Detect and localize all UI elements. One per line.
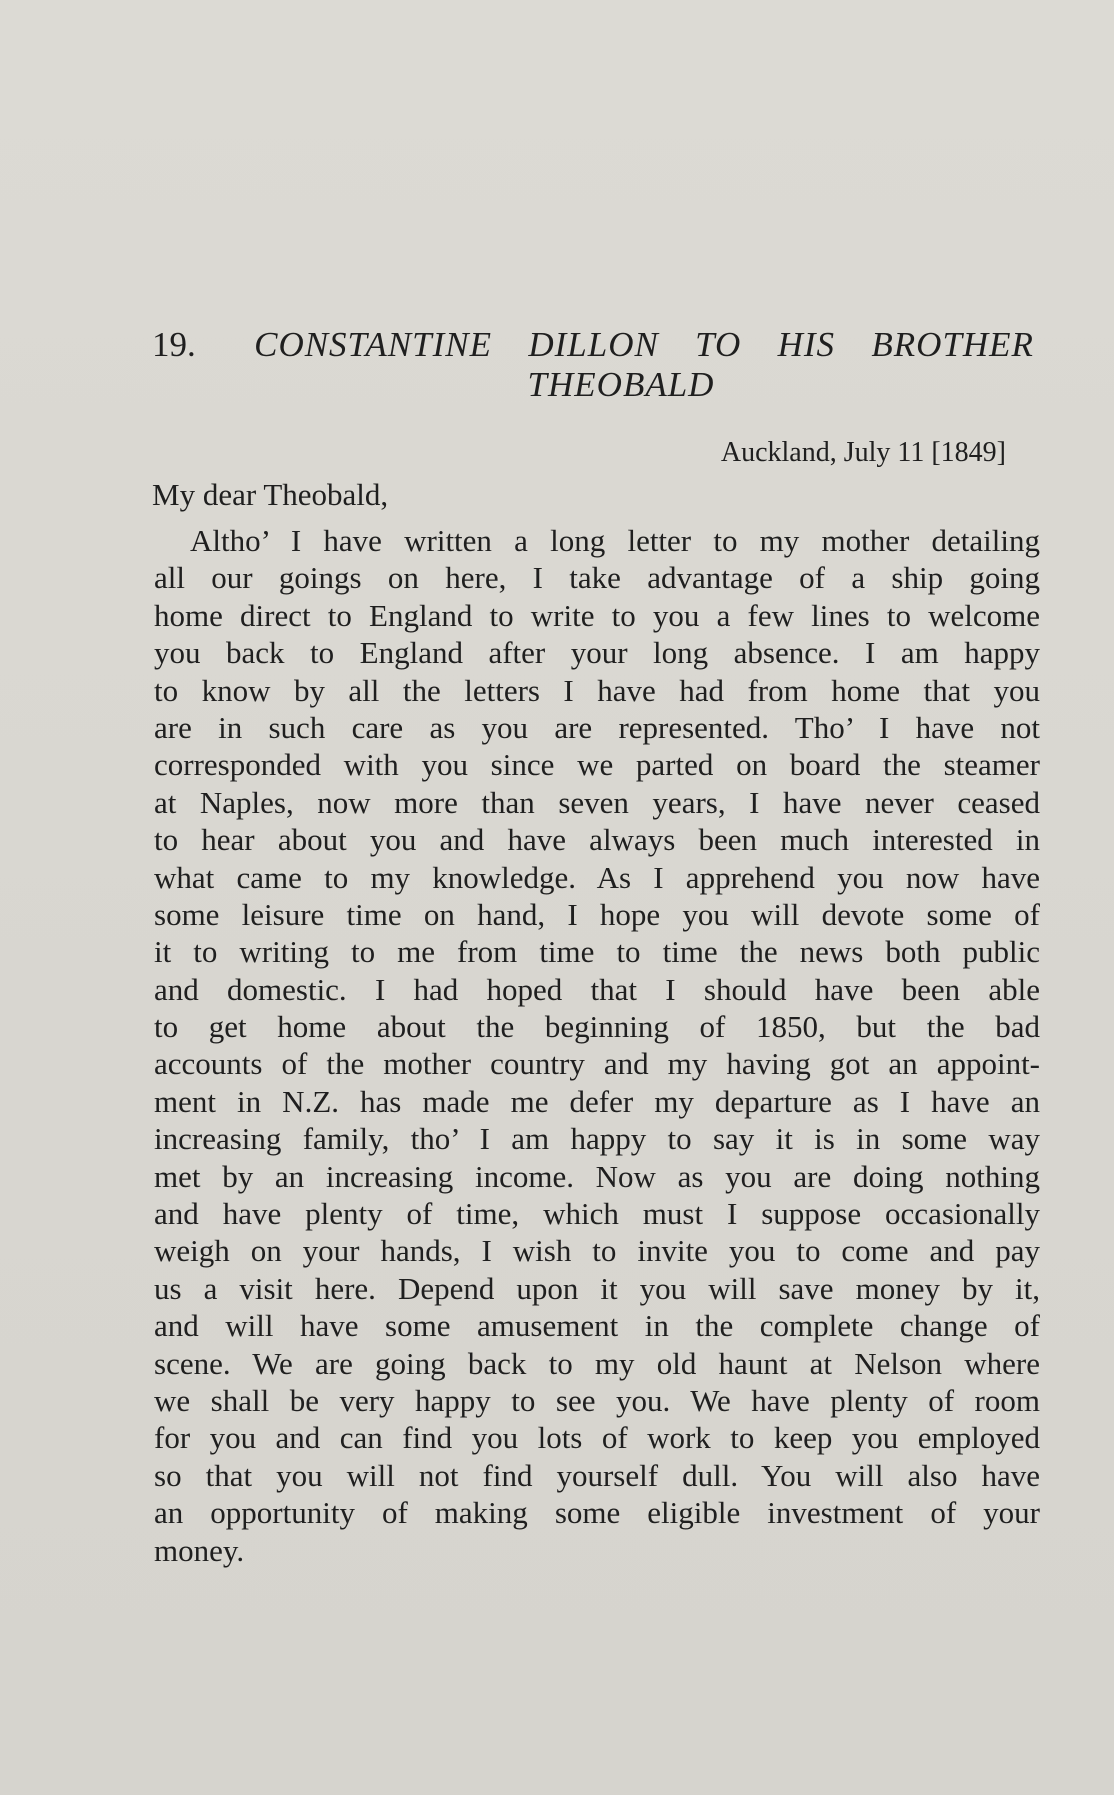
heading-word: DILLON (528, 325, 659, 364)
body-line: ment in N.Z. has made me defer my departure as I have an (154, 1083, 1040, 1119)
body-line: we shall be very happy to see you. We have plenty of room (154, 1382, 1040, 1418)
body-line: all our goings on here, I take advantage of a ship going (154, 560, 1040, 596)
body-line: scene. We are going back to my old haunt at Nelson where (154, 1345, 1040, 1381)
body-line: and will have some amusement in the complete change of (154, 1308, 1040, 1344)
letter-number: 19. (152, 325, 196, 364)
letter-heading (152, 325, 1034, 405)
body-line: it to writing to me from time to time the news both public (154, 934, 1040, 970)
body-line: us a visit here. Depend upon it you will save money by it, (154, 1270, 1040, 1306)
body-line: at Naples, now more than seven years, I have never ceased (154, 784, 1040, 820)
body-line: so that you will not find yourself dull. You will also have (154, 1457, 1040, 1493)
letter-salutation: My dear Theobald, (152, 477, 389, 512)
body-line: increasing family, tho’ I am happy to say it is in some way (154, 1121, 1040, 1157)
body-line: you back to England after your long absence. I am happy (154, 635, 1040, 671)
body-line: met by an increasing income. Now as you are doing nothing (154, 1158, 1040, 1194)
heading-word: TO (695, 325, 742, 364)
body-line: corresponded with you since we parted on board the steamer (154, 747, 1040, 783)
body-line: an opportunity of making some eligible investment of your (154, 1495, 1040, 1531)
body-line: some leisure time on hand, I hope you will devote some of (154, 896, 1040, 932)
body-line: weigh on your hands, I wish to invite you to come and pay (154, 1233, 1040, 1269)
body-line: and domestic. I had hoped that I should have been able (154, 971, 1040, 1007)
body-line: for you and can find you lots of work to keep you employed (154, 1420, 1040, 1456)
body-line: to hear about you and have always been much interested in (154, 822, 1040, 858)
heading-word: BROTHER (871, 325, 1034, 364)
letter-dateline: Auckland, July 11 [1849] (720, 437, 1006, 468)
letter-body (154, 522, 1040, 1569)
body-line: Altho’ I have written a long letter to my mother detailing (190, 523, 1040, 558)
body-line: are in such care as you are represented. Tho’ I have not (154, 709, 1040, 745)
heading-line-2: THEOBALD (527, 365, 715, 404)
heading-word: CONSTANTINE (254, 325, 492, 364)
body-line: what came to my knowledge. As I apprehend you now have (154, 859, 1040, 895)
body-line: and have plenty of time, which must I suppose occasionally (154, 1196, 1040, 1232)
heading-word: HIS (777, 325, 836, 364)
body-line: home direct to England to write to you a few lines to welcome (154, 597, 1040, 633)
body-line: accounts of the mother country and my having got an appoint- (154, 1046, 1040, 1082)
body-line: to know by all the letters I have had from home that you (154, 672, 1040, 708)
body-line: money. (154, 1532, 245, 1568)
body-line: to get home about the beginning of 1850, but the bad (154, 1009, 1040, 1045)
heading-line-1 (152, 325, 1034, 365)
